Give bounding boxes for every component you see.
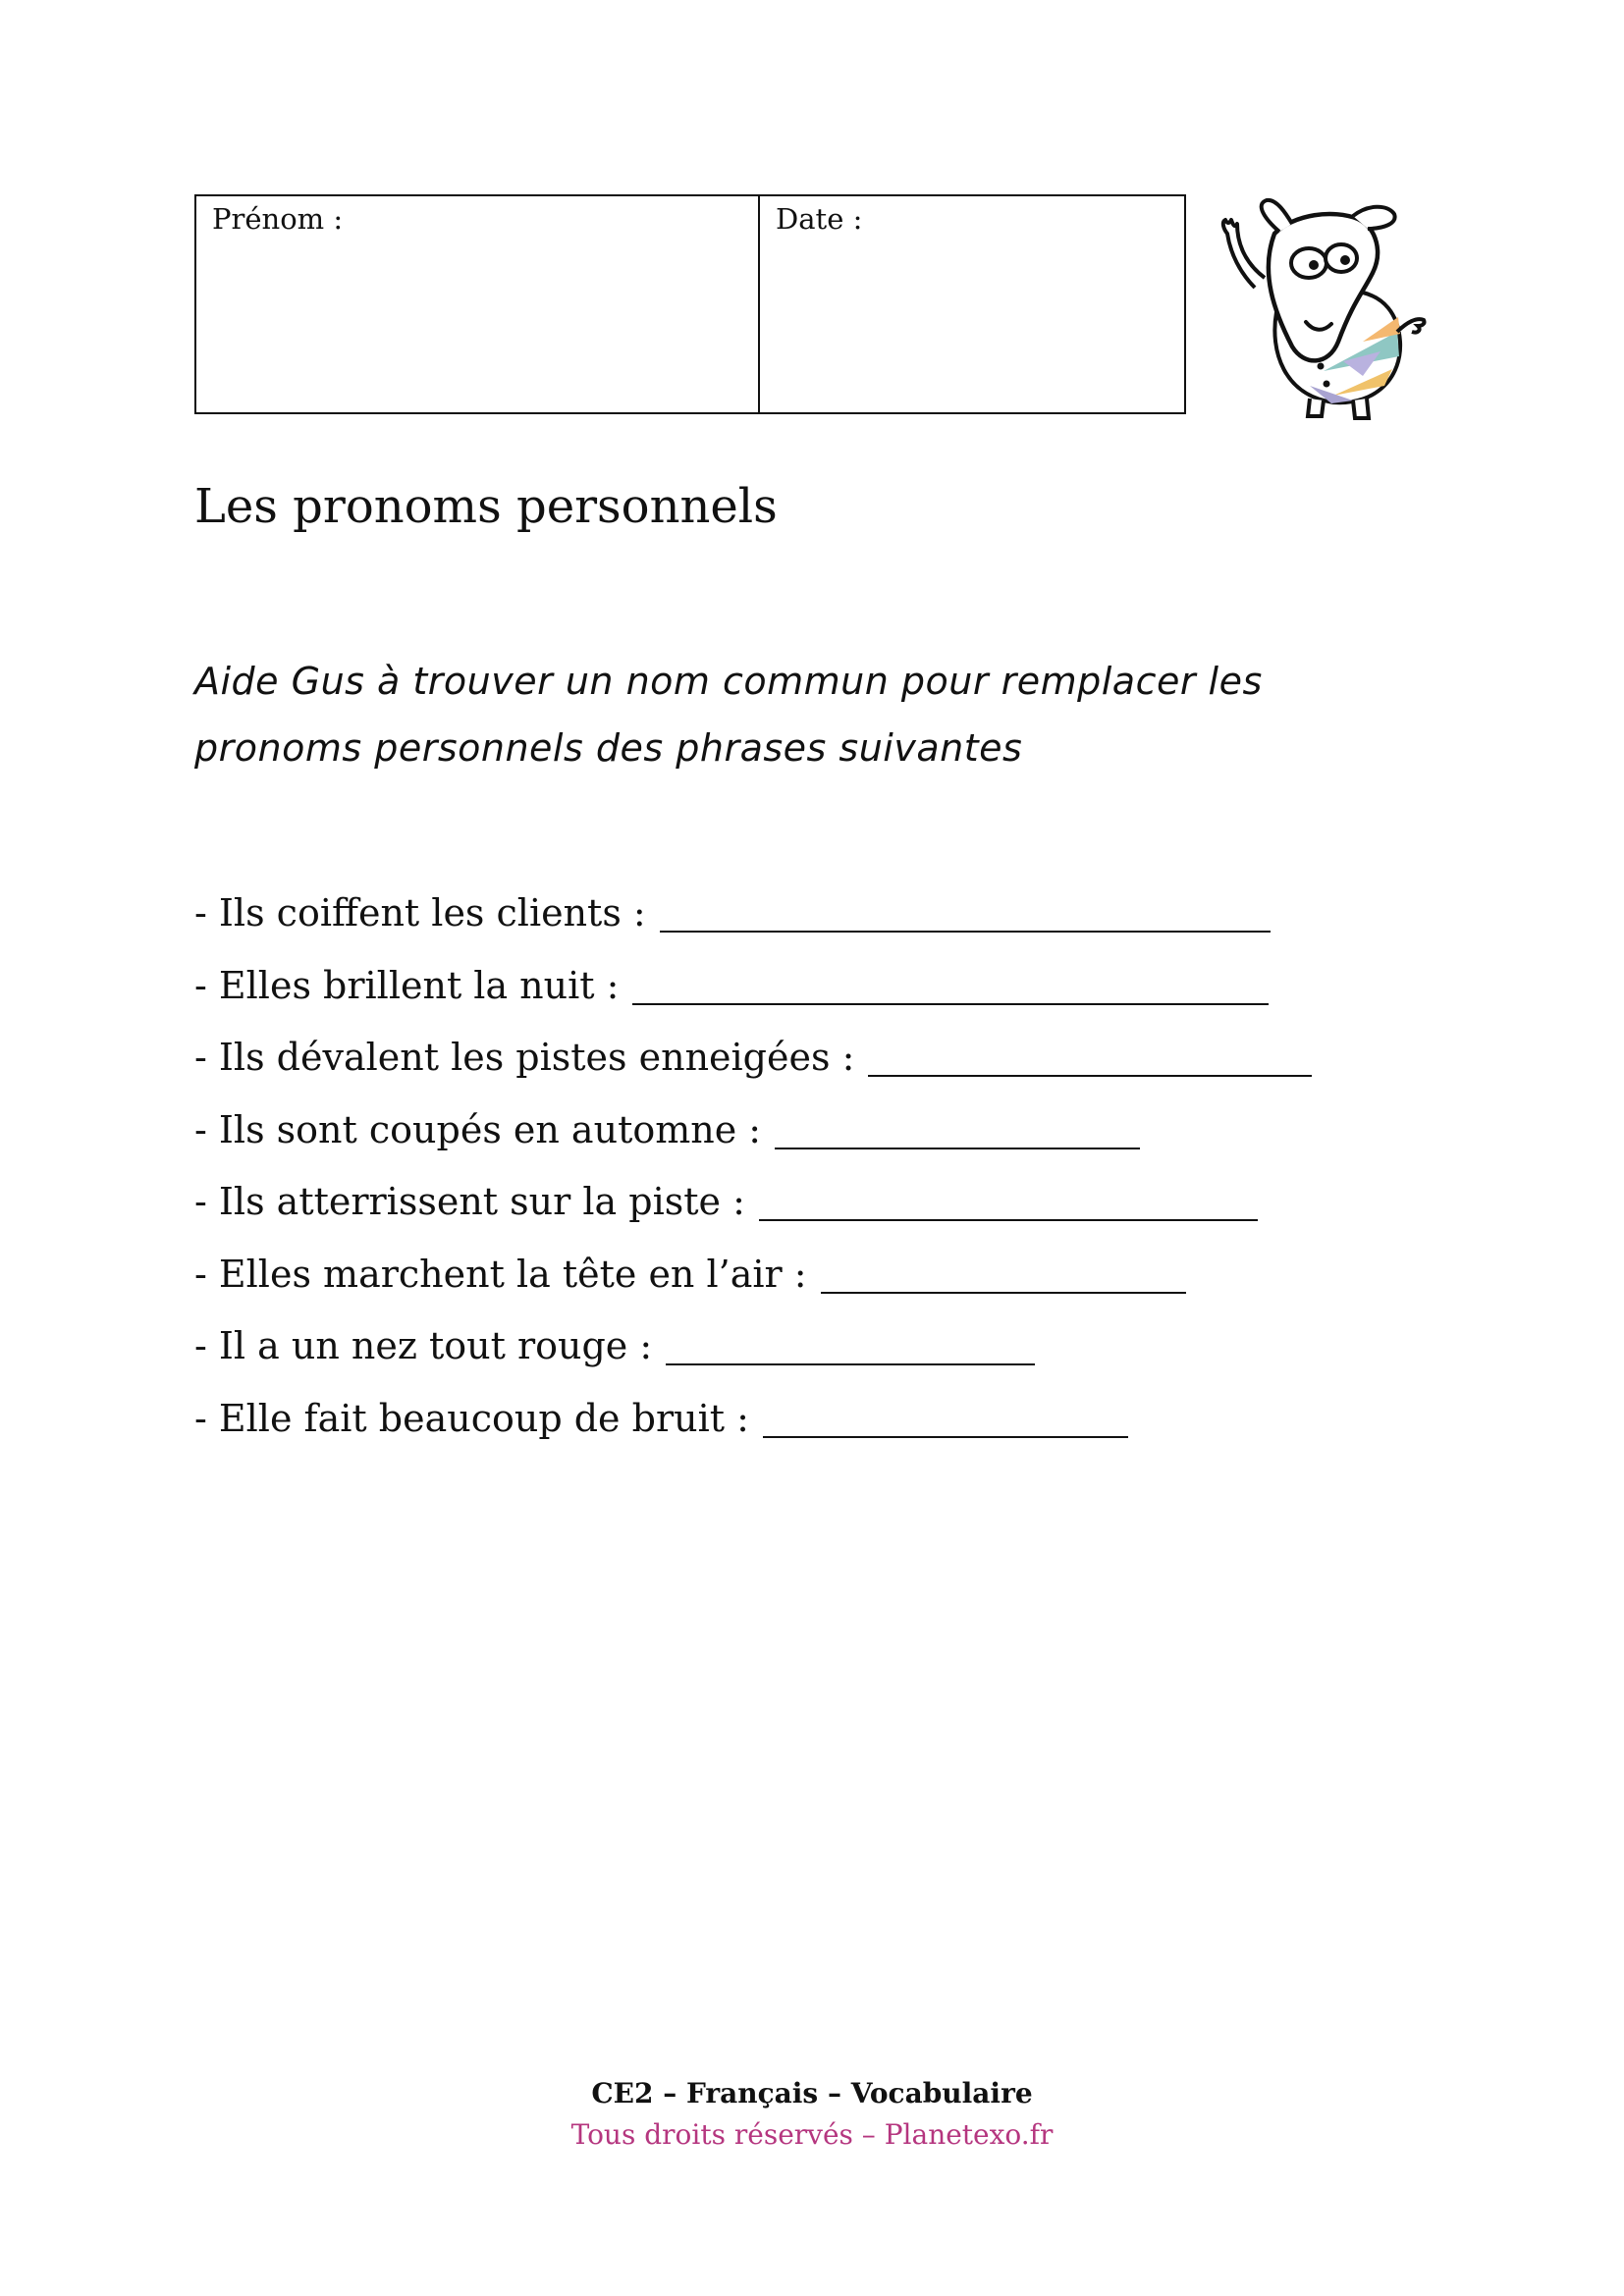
footer-rights-link[interactable]: Tous droits réservés – Planetexo.fr bbox=[570, 2118, 1054, 2151]
date-field[interactable] bbox=[760, 196, 1184, 412]
answer-field[interactable] bbox=[666, 1324, 1035, 1365]
list-item bbox=[194, 1180, 1312, 1253]
list-item bbox=[194, 1324, 1312, 1397]
exercise-prompt: - Elles brillent la nuit : bbox=[194, 963, 620, 1007]
exercise-prompt: - Ils sont coupés en automne : bbox=[194, 1107, 762, 1151]
header-table bbox=[194, 194, 1186, 414]
exercise-prompt: - Elles marchent la tête en l’air : bbox=[194, 1252, 807, 1296]
exercise-prompt: - Ils coiffent les clients : bbox=[194, 891, 646, 934]
answer-field[interactable] bbox=[632, 964, 1269, 1005]
prenom-label: Prénom : bbox=[212, 202, 344, 236]
answer-field[interactable] bbox=[763, 1397, 1128, 1438]
list-item bbox=[194, 1108, 1312, 1181]
list-item bbox=[194, 1397, 1312, 1469]
date-label: Date : bbox=[776, 202, 863, 236]
exercise-list bbox=[194, 891, 1312, 1468]
list-item bbox=[194, 891, 1312, 964]
footer-course: CE2 – Français – Vocabulaire bbox=[591, 2077, 1033, 2109]
list-item bbox=[194, 1036, 1312, 1108]
list-item bbox=[194, 1253, 1312, 1325]
exercise-prompt: - Ils atterrissent sur la piste : bbox=[194, 1180, 745, 1223]
answer-field[interactable] bbox=[868, 1036, 1312, 1077]
page-title: Les pronoms personnels bbox=[194, 479, 778, 534]
answer-field[interactable] bbox=[775, 1108, 1140, 1149]
answer-field[interactable] bbox=[759, 1180, 1258, 1221]
sheep-mascot-icon bbox=[1216, 194, 1434, 422]
prenom-field[interactable] bbox=[196, 196, 760, 412]
list-item bbox=[194, 964, 1312, 1037]
exercise-prompt: - Elle fait beaucoup de bruit : bbox=[194, 1396, 749, 1440]
answer-field[interactable] bbox=[821, 1253, 1186, 1294]
instruction-text: Aide Gus à trouver un nom commun pour remplacer les pronoms personnels des phrases suivantes bbox=[194, 660, 1263, 770]
answer-field[interactable] bbox=[660, 891, 1271, 933]
exercise-prompt: - Il a un nez tout rouge : bbox=[194, 1324, 653, 1367]
exercise-prompt: - Ils dévalent les pistes enneigées : bbox=[194, 1036, 855, 1079]
